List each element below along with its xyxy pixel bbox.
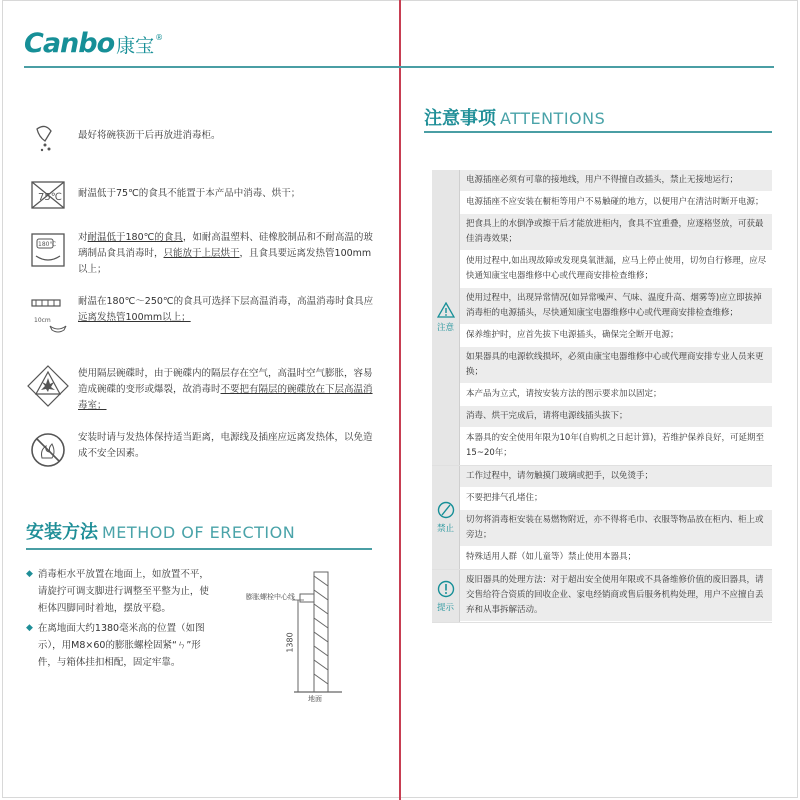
group-label-caution: [432, 170, 460, 465]
note-4-underline: 远离发热管100mm以上；: [78, 312, 191, 323]
prohibit-row: 工作过程中，请勿触摸门玻璃或把手，以免烫手；: [460, 466, 772, 488]
ground-label: 地面: [308, 695, 322, 703]
note-row-5: [26, 366, 376, 414]
tip-exclamation-icon: [437, 580, 455, 598]
erection-step-2: [26, 620, 216, 671]
caution-label: 注意: [436, 323, 454, 333]
heat-tube-icon: [26, 294, 70, 334]
note-3-mid: ，如耐高温塑料、硅橡胶制品和不耐高温的玻璃制品食具消毒时，: [78, 232, 373, 259]
note-4-text: 耐温在180℃～250℃的食具可选择下层高温消毒，高温消毒时食具应: [78, 296, 374, 307]
erection-title-cn: 安装方法: [26, 522, 98, 543]
caution-row: 把食具上的水倒净或擦干后才能放进柜内，食具不宜重叠，应逐格竖放，可获最佳消毒效果；: [460, 214, 772, 251]
group-label-prohibit: [432, 466, 460, 569]
note-text-2: 耐温低于75℃的食具不能置于本产品中消毒、烘干；: [78, 188, 301, 199]
note-5-text: 使用隔层碗碟时，由于碗碟内的隔层存在空气，高温时空气膨胀，容易造成碗碟的变形或爆裂，故消毒时: [78, 368, 373, 395]
temp-75-crossed-icon: [26, 174, 70, 214]
note-3-underline-2: 只能放于上层烘干: [163, 248, 240, 259]
note-row-2: [26, 174, 376, 214]
note-text-1: 最好将碗筷沥干后再放进消毒柜。: [78, 130, 221, 141]
brand-logo: [24, 28, 163, 59]
no-heat-source-icon: [26, 430, 70, 470]
note-row-1: [26, 116, 376, 156]
tip-label: 提示: [436, 602, 454, 613]
caution-row: 本器具的安全使用年限为10年(自购机之日起计算)，若维护保养良好，可延期至15~20年；: [460, 428, 772, 465]
note-text-6: 安装时请与发热体保持适当距离，电源线及插座应远离发热体，以免造成不安全因素。: [78, 432, 373, 459]
tip-row: 废旧器具的处理方法：对于超出安全使用年限或不具备维修价值的废旧器具，请交售给符合资质的回收企业、家电经销商或售后服务机构处理，用户不应擅自丢弃和从事拆解活动。: [460, 570, 772, 622]
attention-group-tip: [432, 570, 772, 623]
caution-row: 本产品为立式，请按安装方法的图示要求加以固定；: [460, 384, 772, 406]
attentions-title-en: ATTENTIONS: [500, 109, 606, 128]
caution-row: 消毒、烘干完成后，请将电源线插头拔下；: [460, 406, 772, 428]
note-3-post: ，且食具要远离发热管100mm以上；: [78, 248, 372, 275]
prohibit-label: 禁止: [436, 524, 454, 534]
bolt-label: 膨胀螺栓中心线: [246, 593, 295, 601]
erection-steps: [26, 566, 216, 674]
brand-name-en: Canbo: [24, 28, 115, 59]
note-5-underline: 不要把有隔层的碗碟放在下层高温消毒室；: [78, 384, 373, 411]
erection-rule: [26, 548, 372, 550]
caution-row: 保养维护时，应首先拔下电源插头，确保完全断开电源；: [460, 325, 772, 347]
caution-row: 电源插座必须有可靠的接地线，用户不得擅自改插头，禁止无接地运行；: [460, 170, 772, 192]
bullet-diamond-icon: ◆: [26, 569, 33, 579]
prohibit-icon: [437, 501, 455, 519]
group-label-tip: [432, 570, 460, 622]
note-row-3: [26, 230, 376, 278]
attentions-title-cn: 注意事项: [424, 108, 496, 129]
erection-step-1-text: 消毒柜水平放置在地面上，如放置不平，请旋拧可调支脚进行调整至平整为止，使柜体四脚同时着地，摆放平稳。: [37, 569, 209, 614]
svg-text:10cm: 10cm: [34, 317, 51, 324]
attention-group-caution: [432, 170, 772, 466]
erection-title: [26, 518, 295, 544]
brand-reg-mark: ®: [155, 33, 164, 42]
note-row-4: [26, 294, 376, 334]
attentions-rule: [424, 131, 772, 133]
prohibit-row: 切勿将消毒柜安装在易燃物附近，亦不得将毛巾、衣服等物品放在柜内、柜上或旁边；: [460, 510, 772, 547]
caution-row: 使用过程中,如出现故障或发现臭氧泄漏，应马上停止使用，切勿自行修理，应尽快通知康宝电器维修中心或代理商安排检查维修；: [460, 251, 772, 288]
note-row-6: [26, 430, 376, 470]
bowls-drain-icon: [26, 116, 70, 156]
attention-group-prohibit: [432, 466, 772, 570]
attentions-table: [432, 170, 772, 623]
caution-row: 如果器具的电源软线损坏，必须由康宝电器维修中心或代理商安排专业人员来更换；: [460, 347, 772, 384]
attentions-title: [424, 104, 605, 130]
erection-step-2-text: 在离地面大约1380毫米高的位置（如图示），用M8×60的膨胀螺栓固紧“ㄣ”形件，与箱体挂扣相配，固定牢靠。: [37, 623, 205, 668]
caution-row: 使用过程中，出现异常情况(如异常噪声、气味、温度升高、烟雾等)应立即拔掉消毒柜的电源插头，尽快通知康宝电器维修中心或代理商安排检查维修；: [460, 288, 772, 325]
note-text-4: [78, 294, 376, 326]
page-divider: [399, 0, 401, 800]
erection-title-en: METHOD OF ERECTION: [102, 523, 296, 542]
header-rule: [24, 66, 774, 68]
svg-text:75℃: 75℃: [38, 192, 62, 203]
note-3-underline-1: 耐温低于180℃的食具: [87, 232, 183, 243]
brand-name-cn: 康宝: [116, 35, 155, 57]
bullet-diamond-icon: ◆: [26, 623, 33, 633]
temp-180-icon: [26, 230, 70, 270]
installation-diagram: [242, 566, 372, 708]
prohibit-row: 不要把排气孔堵住；: [460, 488, 772, 510]
note-3-pre: 对: [78, 232, 88, 243]
note-text-5: [78, 366, 376, 414]
caution-row: 电源插座不应安装在橱柜等用户不易触碰的地方，以便用户在清洁时断开电源；: [460, 192, 772, 214]
explosion-warning-icon: [26, 366, 70, 406]
erection-step-1: [26, 566, 216, 617]
note-text-3: [78, 230, 376, 278]
svg-text:180℃: 180℃: [38, 241, 57, 248]
prohibit-row: 特殊适用人群（如儿童等）禁止使用本器具；: [460, 547, 772, 569]
warning-triangle-icon: [437, 302, 455, 318]
height-label: 1380: [285, 632, 295, 653]
